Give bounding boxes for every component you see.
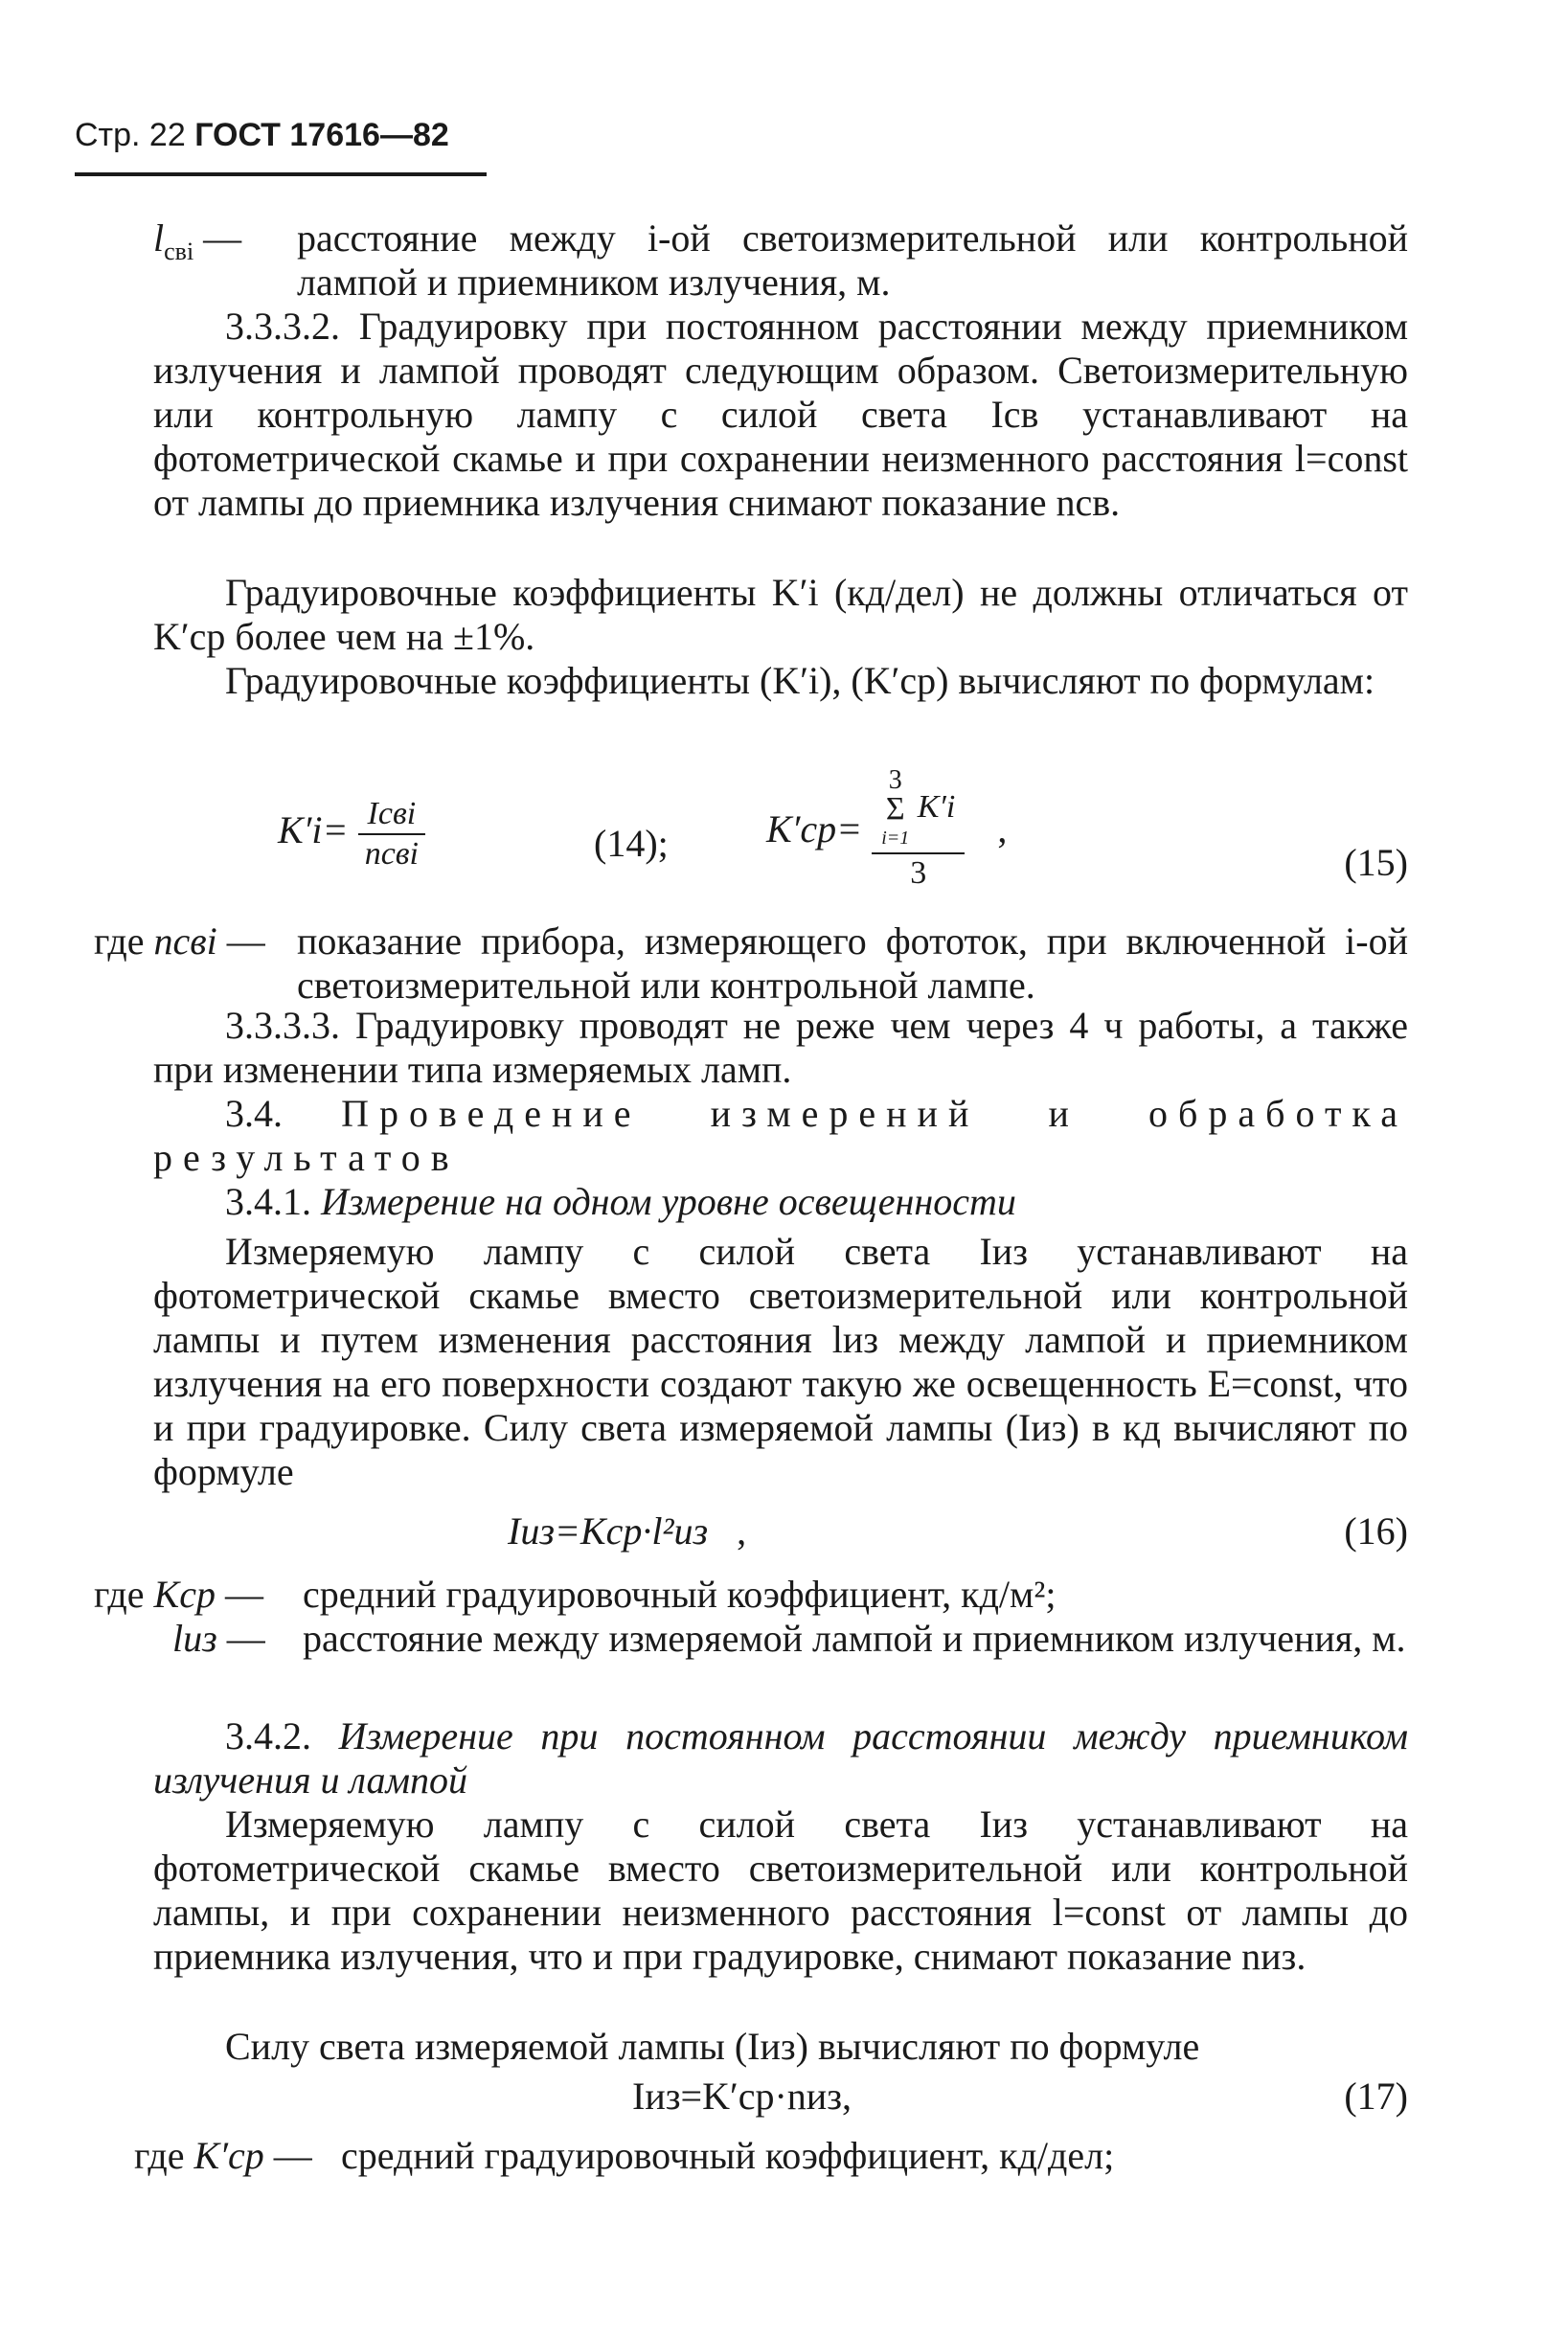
section-heading-3-4: 3.4. Проведение измерений и обработка результатов bbox=[153, 1092, 1409, 1179]
definition-kcp-del bbox=[134, 2134, 1408, 2178]
formula-14-denominator: nсвi bbox=[364, 836, 419, 872]
definition-text: показание прибора, измеряющего фототок, при включенной i-ой светоизмерительной или контрольной лампе. bbox=[297, 919, 1408, 1007]
definition-term: где K′ср — bbox=[134, 2134, 312, 2177]
definition-term: lиз — bbox=[172, 1617, 265, 1660]
definition-text: средний градуировочный коэффициент, кд/м²; bbox=[303, 1573, 1057, 1616]
formula-14-numerator: Iсвi bbox=[358, 795, 426, 835]
formula-17: Iиз=K′ср·nиз, bbox=[632, 2075, 852, 2118]
definition-text: расстояние между измеряемой лампой и приемником излучения, м. bbox=[303, 1617, 1406, 1660]
paragraph-3-4-1: Измеряемую лампу с силой света Iиз устанавливают на фотометрической скамье вместо светоизмерительной или контрольной лампы и путем изменения расстояния lиз между лампой и приемником излучения на его поверхности создают такую же освещенность E=const, что и при градуировке. Силу света измеряемой лампы (Iиз) в кд вычисляют по формуле bbox=[153, 1230, 1408, 1493]
paragraph-3-3-3-2: 3.3.3.2. Градуировку при постоянном расстоянии между приемником излучения и лампой проводят следующим образом. Светоизмерительную или контрольную лампу с силой света Iсв устанавливают на фотометрической скамье и при сохранении неизменного расстояния l=const от лампы до приемника излучения снимают показание nсв. bbox=[153, 305, 1408, 524]
formula-17-number: (17) bbox=[1344, 2075, 1408, 2118]
page-number: Стр. 22 bbox=[75, 117, 186, 153]
section-heading-3-4-1: 3.4.1. Измерение на одном уровне освещенности bbox=[225, 1180, 1016, 1223]
section-heading-3-4-2: 3.4.2. Измерение при постоянном расстоянии между приемником излучения и лампой bbox=[153, 1714, 1409, 1802]
formula-15-numerator: 3 Σ i=1 K′i bbox=[872, 766, 965, 854]
definition-liz bbox=[172, 1617, 1408, 1661]
definition-term: где Kср — bbox=[94, 1573, 263, 1616]
formula-16-number: (16) bbox=[1344, 1509, 1408, 1553]
standard-id: ГОСТ 17616—82 bbox=[194, 117, 449, 153]
formula-15-number: (15) bbox=[1344, 841, 1408, 884]
definition-term: где nсвi — bbox=[94, 919, 265, 963]
paragraph-coefficients-formulas: Градуировочные коэффициенты (K′i), (K′ср) вычисляют по формулам: bbox=[225, 659, 1375, 702]
definition-term: $l_{свi}$ — bbox=[153, 216, 242, 265]
definition-text: расстояние между i-ой светоизмерительной или контрольной лампой и приемником излучения, м. bbox=[297, 216, 1408, 304]
page-header bbox=[75, 113, 449, 157]
paragraph-3-4-2: Измеряемую лампу с силой света Iиз устанавливают на фотометрической скамье вместо светоизмерительной или контрольной лампы, и при сохранении неизменного расстояния l=const от лампы до приемника излучения, что и при градуировке, снимают показание nиз. bbox=[153, 1803, 1408, 1978]
definition-lsvi bbox=[153, 216, 1408, 305]
formula-14: K′i= $\frac{\text{Iсвi}}{\text{nсвi}}$ bbox=[278, 795, 425, 873]
definition-nsvi bbox=[94, 919, 1408, 1008]
paragraph-coefficients-limit: Градуировочные коэффициенты K′i (кд/дел) не должны отличаться от K′ср более чем на ±1%. bbox=[153, 571, 1408, 658]
formula-14-number: (14); bbox=[594, 822, 669, 865]
header-rule bbox=[75, 172, 487, 176]
paragraph-3-3-3-3: 3.3.3.3. Градуировку проводят не реже чем через 4 ч работы, а также при изменении типа измеряемых ламп. bbox=[153, 1004, 1408, 1091]
formula-15: K′ср= 3 Σ i=1 K′i 3 , bbox=[766, 765, 1008, 891]
paragraph-3-4-2-formula-intro: Силу света измеряемой лампы (Iиз) вычисляют по формуле bbox=[225, 2025, 1200, 2068]
definition-text: средний градуировочный коэффициент, кд/дел; bbox=[341, 2134, 1115, 2177]
formula-15-denominator: 3 bbox=[910, 855, 927, 891]
definition-kcp bbox=[94, 1573, 1408, 1617]
formula-16: Iиз=Kср·l²из , bbox=[508, 1509, 747, 1553]
